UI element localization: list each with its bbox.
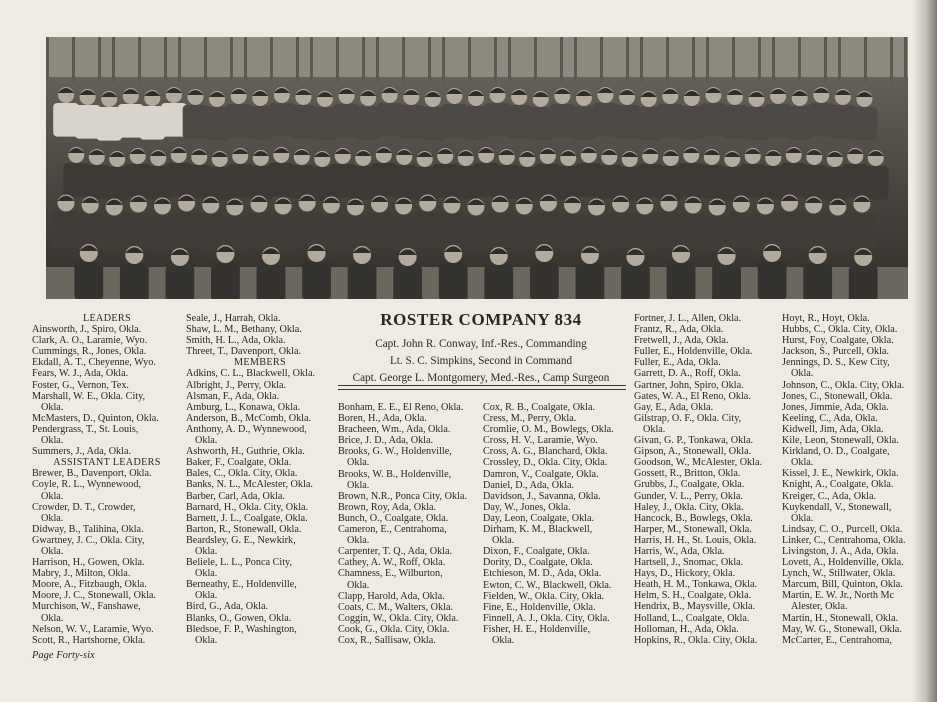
roster-entry: Beliele, L. L., Ponca City, <box>186 557 293 569</box>
roster-entry: Banks, N. L., McAlester, Okla. <box>186 479 313 491</box>
roster-column-3 <box>338 402 484 646</box>
roster-entry: Haley, J., Okla. City, Okla. <box>634 501 744 513</box>
roster-column-5 <box>634 313 780 646</box>
roster-section-header: MEMBERS <box>234 357 286 369</box>
roster-entry: Murchison, W., Fanshawe, <box>32 601 141 613</box>
roster-entry: Anthony, A. D., Wynnewood, <box>186 423 307 435</box>
roster-entry: Kissel, J. E., Newkirk, Okla. <box>782 468 899 480</box>
roster-heading <box>336 310 626 387</box>
roster-entry: Hurst, Foy, Coalgate, Okla. <box>782 335 894 347</box>
roster-entry: Harrison, H., Gowen, Okla. <box>32 557 145 569</box>
roster-entry: Seale, J., Harrah, Okla. <box>186 313 281 324</box>
roster-entry: Harper, M., Stonewall, Okla. <box>634 523 752 535</box>
roster-entry: Okla. <box>791 457 814 469</box>
roster-entry: Barnard, H., Okla. City, Okla. <box>186 501 309 513</box>
roster-entry: Bonham, E. E., El Reno, Okla. <box>338 402 464 413</box>
roster-entry: Goodson, W., McAlester, Okla. <box>634 457 763 469</box>
roster-entry: Dority, D., Coalgate, Okla. <box>483 557 593 569</box>
roster-column-1 <box>32 313 182 646</box>
roster-section-header: LEADERS <box>83 313 131 324</box>
roster-entry: Grubbs, J., Coalgate, Okla. <box>634 479 745 491</box>
roster-entry: Johnson, C., Okla. City, Okla. <box>782 379 905 391</box>
roster-entry: Carpenter, T. Q., Ada, Okla. <box>338 546 453 558</box>
roster-entry: Fears, W. J., Ada, Okla. <box>32 368 129 380</box>
roster-entry: Okla. <box>791 512 814 524</box>
roster-entry: Lindsay, C. O., Purcell, Okla. <box>782 523 903 535</box>
roster-entry: Hartsell, J., Snomac, Okla. <box>634 557 744 569</box>
roster-entry: Moore, A., Fitzbaugh, Okla. <box>32 579 147 591</box>
roster-entry: Lovett, A., Holdenville, Okla. <box>782 557 904 569</box>
roster-entry: Jackson, S., Purcell, Okla. <box>782 346 889 358</box>
roster-entry: Holland, L., Coalgate, Okla. <box>634 612 750 624</box>
roster-entry: Linker, C., Centrahoma, Okla. <box>782 534 906 546</box>
roster-entry: Brooks, W. B., Holdenville, <box>338 468 452 480</box>
roster-entry: Boren, H., Ada, Okla. <box>338 413 427 425</box>
roster-entry: McMasters, D., Quinton, Okla. <box>32 412 159 424</box>
roster-entry: Okla. <box>41 401 64 413</box>
roster-entry: Cross, H. V., Laramie, Wyo. <box>483 435 598 447</box>
roster-entry: Scott, R., Hartshorne, Okla. <box>32 634 146 646</box>
roster-column-4 <box>483 402 629 646</box>
roster-entry: Gay, E., Ada, Okla. <box>634 401 714 413</box>
roster-entry: Gipson, A., Stonewall, Okla. <box>634 446 752 458</box>
roster-entry: Okla. <box>195 435 218 447</box>
roster-entry: Knight, A., Coalgate, Okla. <box>782 479 894 491</box>
roster-entry: Okla. <box>41 512 64 524</box>
commander-line: Lt. S. C. Simpkins, Second in Command <box>389 355 573 367</box>
roster-entry: Barton, R., Stonewall, Okla. <box>186 523 302 535</box>
roster-entry: Alester, Okla. <box>791 601 848 613</box>
roster-entry: Frantz, R., Ada, Okla. <box>634 324 724 336</box>
roster-entry: Heath, H. M., Tonkawa, Okla. <box>634 579 758 591</box>
roster-entry: Martin, E. W. Jr., North Mc <box>782 590 895 602</box>
roster-entry: Harris, W., Ada, Okla. <box>634 545 725 557</box>
roster-entry: Davidson, J., Savanna, Okla. <box>483 490 601 502</box>
roster-entry: Martin, H., Stonewall, Okla. <box>782 612 899 624</box>
roster-entry: Day, W., Jones, Okla. <box>483 501 571 513</box>
roster-entry: Livingston, J. A., Ada, Okla. <box>782 545 899 557</box>
roster-entry: Cress, M., Perry, Okla. <box>483 413 577 425</box>
roster-entry: Dixon, F., Coalgate, Okla. <box>483 546 590 558</box>
roster-entry: Hopkins, R., Okla. City, Okla. <box>634 634 758 646</box>
roster-entry: Givan, G. P., Tonkawa, Okla. <box>634 435 754 447</box>
roster-entry: Ainsworth, J., Spiro, Okla. <box>32 324 142 336</box>
roster-entry: Foster, G., Vernon, Tex. <box>32 379 129 391</box>
roster-entry: Fortner, J. L., Allen, Okla. <box>634 313 742 324</box>
roster-entry: Cox, R. B., Coalgate, Okla. <box>483 402 596 413</box>
commander-line: Capt. John R. Conway, Inf.-Res., Commanding <box>375 338 587 350</box>
roster-entry: Pendergrass, T., St. Louis, <box>32 423 139 435</box>
roster-entry: Bledsoe, F. P., Washington, <box>186 623 297 635</box>
roster-entry: Helm, S. H., Coalgate, Okla. <box>634 590 752 602</box>
roster-title: ROSTER COMPANY 834 <box>380 310 582 329</box>
roster-entry: Shaw, L. M., Bethany, Okla. <box>186 324 302 336</box>
book-spine-shadow <box>913 0 937 702</box>
roster-entry: Okla. <box>195 634 218 646</box>
roster-entry: Clapp, Harold, Ada, Okla. <box>338 590 445 602</box>
roster-entry: Berneathy, E., Holdenville, <box>186 579 297 591</box>
roster-entry: Didway, B., Talihina, Okla. <box>32 523 144 535</box>
roster-entry: Adkins, C. L., Blackwell, Okla. <box>186 368 316 380</box>
roster-entry: Okla. <box>347 535 370 547</box>
roster-entry: Fuller, E., Ada, Okla. <box>634 357 721 369</box>
roster-entry: Fisher, H. E., Holdenville, <box>483 623 591 635</box>
roster-entry: Cromlie, O. M., Bowlegs, Okla. <box>483 424 614 436</box>
roster-entry: Holloman, H., Ada, Okla. <box>634 623 739 635</box>
roster-entry: Cross, A. G., Blanchard, Okla. <box>483 446 608 458</box>
roster-entry: Brice, J. D., Ada, Okla. <box>338 435 434 447</box>
roster-entry: Clark, A. O., Laramie, Wyo. <box>32 335 148 347</box>
roster-entry: May, W. G., Stonewall, Okla. <box>782 623 902 635</box>
roster-entry: Okla. <box>791 368 814 380</box>
roster-entry: Hubbs, C., Okla. City, Okla. <box>782 324 898 336</box>
roster-entry: Beardsley, G. E., Newkirk, <box>186 534 296 546</box>
group-photo-icon <box>46 37 908 299</box>
roster-entry: Gwartney, J. C., Okla. City, <box>32 534 145 546</box>
roster-entry: Okla. <box>195 568 218 580</box>
roster-entry: Brewer, B., Davenport, Okla. <box>32 468 152 480</box>
roster-entry: Bird, G., Ada, Okla. <box>186 601 269 613</box>
roster-entry: Okla. <box>347 579 370 591</box>
roster-entry: Crowder, D. T., Crowder, <box>32 501 136 513</box>
roster-entry: Bales, C., Okla. City, Okla. <box>186 468 298 480</box>
roster-entry: Amburg, L., Konawa, Okla. <box>186 401 301 413</box>
roster-entry: Fielden, W., Okla. City, Okla. <box>483 590 605 602</box>
roster-entry: Cathey, A. W., Roff, Okla. <box>338 557 446 569</box>
roster-column-2 <box>186 313 334 646</box>
roster-entry: Anderson, B., McComb, Okla. <box>186 412 312 424</box>
group-photo <box>46 37 908 299</box>
roster-entry: Bunch, O., Coalgate, Okla. <box>338 512 449 524</box>
roster-entry: Coyle, R. L., Wynnewood, <box>32 479 141 491</box>
roster-entry: Lynch, W., Stillwater, Okla. <box>782 568 896 580</box>
roster-entry: Cummings, R., Jones, Okla. <box>32 346 147 358</box>
roster-entry: Coggin, W., Okla. City, Okla. <box>338 612 459 624</box>
roster-entry: McCarter, E., Centrahoma, <box>782 634 892 646</box>
roster-entry: Blanks, O., Gowen, Okla. <box>186 612 292 624</box>
roster-entry: Barber, Carl, Ada, Okla. <box>186 490 285 502</box>
roster-entry: Mabry, J., Milton, Okla. <box>32 568 131 580</box>
roster-entry: Barnett, J. L., Coalgate, Okla. <box>186 512 308 524</box>
roster-entry: Fretwell, J., Ada, Okla. <box>634 335 729 347</box>
roster-entry: Nelson, W. V., Laramie, Wyo. <box>32 623 154 635</box>
roster-entry: Ewton, C. W., Blackwell, Okla. <box>483 579 612 591</box>
roster-entry: Baker, F., Coalgate, Okla. <box>186 457 292 469</box>
roster-entry: Damron, V., Coalgate, Okla. <box>483 468 599 480</box>
roster-entry: Brooks, G. W., Holdenville, <box>338 446 452 458</box>
roster-entry: Gunder, V. L., Perry, Okla. <box>634 490 743 502</box>
roster-entry: Gilstrap, O. F., Okla. City, <box>634 412 742 424</box>
roster-entry: Smith, H. L., Ada, Okla. <box>186 335 286 347</box>
roster-entry: Gates, W. A., El Reno, Okla. <box>634 390 751 402</box>
roster-entry: Okla. <box>41 612 64 624</box>
roster-entry: Hancock, B., Bowlegs, Okla. <box>634 512 753 524</box>
double-rule-divider <box>338 385 626 390</box>
roster-entry: Finnell, A. J., Okla. City, Okla. <box>483 612 610 624</box>
roster-entry: Kidwell, Jim, Ada, Okla. <box>782 423 884 435</box>
roster-entry: Day, Leon, Coalgate, Okla. <box>483 512 595 524</box>
roster-entry: Etchieson, M. D., Ada, Okla. <box>483 568 602 580</box>
roster-entry: Jennings, D. S., Kew City, <box>782 357 890 369</box>
commander-line: Capt. George L. Montgomery, Med.-Res., Camp Surgeon <box>352 372 610 384</box>
roster-entry: Keeling, C., Ada, Okla. <box>782 412 878 424</box>
roster-column-6 <box>782 313 922 646</box>
roster-entry: Jones, Jimmie, Ada, Okla. <box>782 401 889 413</box>
roster-entry: Okla. <box>643 423 666 435</box>
roster-entry: Marcum, Bill, Quinton, Okla. <box>782 579 903 591</box>
roster-entry: Cook, G., Okla. City, Okla. <box>338 623 450 635</box>
roster-entry: Chamness, E., Wilburton, <box>338 568 443 580</box>
roster-entry: Ekdall, A. T., Cheyenne, Wyo. <box>32 357 156 369</box>
roster-entry: Fuller, E., Holdenville, Okla. <box>634 346 753 358</box>
roster-entry: Okla. <box>492 535 515 547</box>
roster-entry: Okla. <box>195 545 218 557</box>
roster-entry: Okla. <box>347 457 370 469</box>
roster-entry: Harris, H. H., St. Louis, Okla. <box>634 534 757 546</box>
roster-entry: Jones, C., Stonewall, Okla. <box>782 390 893 402</box>
roster-entry: Crossley, D., Okla. City, Okla. <box>483 457 608 469</box>
roster-entry: Hays, D., Hickory, Okla. <box>634 568 736 580</box>
roster-entry: Okla. <box>41 545 64 557</box>
roster-entry: Kile, Leon, Stonewall, Okla. <box>782 435 899 447</box>
roster-entry: Threet, T., Davenport, Okla. <box>186 346 302 358</box>
roster-entry: Daniel, D., Ada, Okla. <box>483 479 575 491</box>
roster-entry: Cox, R., Sallisaw, Okla. <box>338 634 436 646</box>
roster-entry: Okla. <box>195 590 218 602</box>
roster-entry: Alsman, F., Ada, Okla. <box>186 390 280 402</box>
roster-entry: Fine, E., Holdenville, Okla. <box>483 601 596 613</box>
roster-entry: Kreiger, C., Ada, Okla. <box>782 490 877 502</box>
roster-entry: Okla. <box>347 479 370 491</box>
roster-entry: Okla. <box>41 435 64 447</box>
roster-entry: Okla. <box>492 634 515 646</box>
roster-entry: Albright, J., Perry, Okla. <box>186 379 287 391</box>
roster-entry: Gartner, John, Spiro, Okla. <box>634 379 744 391</box>
roster-entry: Marshall, W. E., Okla. City, <box>32 390 146 402</box>
roster-entry: Cameron, E., Centrahoma, <box>338 524 447 536</box>
roster-entry: Dirham, K. M., Blackwell, <box>483 524 593 536</box>
page-number: Page Forty-six <box>32 650 95 661</box>
roster-entry: Bracheen, Wm., Ada, Okla. <box>338 424 451 436</box>
roster-entry: Okla. <box>41 490 64 502</box>
roster-section-header: ASSISTANT LEADERS <box>53 457 161 469</box>
roster-entry: Kuykendall, V., Stonewall, <box>782 501 892 513</box>
roster-entry: Garrett, D. A., Roff, Okla. <box>634 368 741 380</box>
roster-entry: Summers, J., Ada, Okla. <box>32 446 132 458</box>
roster-entry: Brown, N.R., Ponca City, Okla. <box>338 490 467 502</box>
roster-entry: Hoyt, R., Hoyt, Okla. <box>782 313 870 324</box>
roster-entry: Coats, C. M., Walters, Okla. <box>338 601 454 613</box>
roster-entry: Hendrix, B., Maysville, Okla. <box>634 601 756 613</box>
roster-entry: Moore, J. C., Stonewall, Okla. <box>32 590 156 602</box>
roster-entry: Kirkland, O. D., Coalgate, <box>782 446 890 458</box>
roster-entry: Gossett, R., Britton, Okla. <box>634 468 741 480</box>
roster-entry: Ashworth, H., Guthrie, Okla. <box>186 446 305 458</box>
roster-entry: Brown, Roy, Ada, Okla. <box>338 501 437 513</box>
